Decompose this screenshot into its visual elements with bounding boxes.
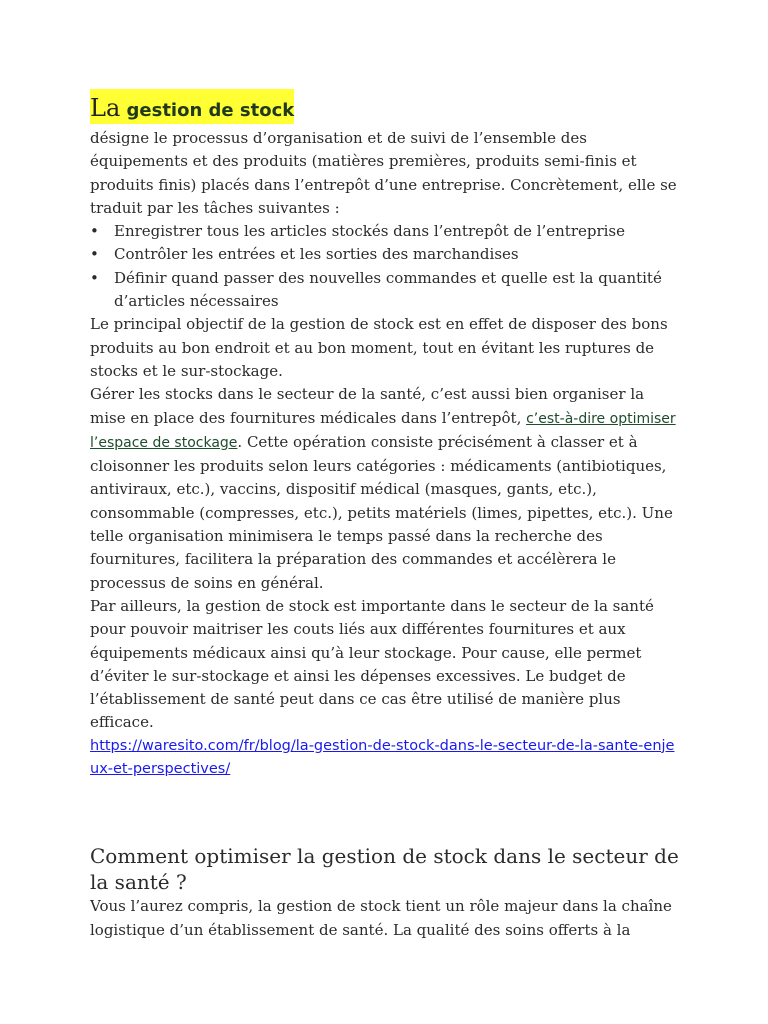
source-url-link[interactable]: https://waresito.com/fr/blog/la-gestion-de-stock-dans-le-secteur-de-la-sante-enjeux-et-perspectives/ xyxy=(90,737,675,778)
objective-paragraph: Le principal objectif de la gestion de stock est en effet de disposer des bons produits au bon endroit et au bon moment, tout en évitant les ruptures de stocks et le sur-stockage. xyxy=(90,315,668,380)
health-paragraph xyxy=(90,383,680,595)
health-text-after-link: . Cette opération consiste précisément à classer et à cloisonner les produits selon leurs catégories : médicaments (antibiotiques, antiviraux, etc.), vaccins, dispositif médical (masques, gants, etc.), consommable (compresses, etc.), petits matériels (limes, pipettes, etc.). Une telle organisation minimisera le temps passé dans la recherche des fournitures, facilitera la préparation des commandes et accélèrera le processus de soins en général. xyxy=(90,432,673,592)
bullet-icon: • xyxy=(90,245,99,264)
section-heading: Comment optimiser la gestion de stock dans le secteur de la santé ? xyxy=(90,844,679,895)
intro-paragraph: désigne le processus d’organisation et de suivi de l’ensemble des équipements et des produits (matières premières, produits semi-finis et produits finis) placés dans l’entrepôt d’une entreprise. Concrètement, elle se traduit par les tâches suivantes : xyxy=(90,129,677,217)
document-page xyxy=(90,92,680,942)
title-rest: gestion de stock xyxy=(120,100,295,121)
list-item-text: Définir quand passer des nouvelles commandes et quelle est la quantité d’articles nécessaires xyxy=(114,268,662,311)
storage-space-link[interactable]: c’est-à-dire optimiser l’espace de stockage xyxy=(90,410,676,451)
document-title xyxy=(90,92,680,126)
tasks-list xyxy=(90,220,680,313)
list-item xyxy=(90,267,680,314)
section-spacer xyxy=(90,781,680,843)
list-item-text: Contrôler les entrées et les sorties des marchandises xyxy=(114,245,519,264)
bullet-icon: • xyxy=(90,268,99,287)
final-paragraph: Vous l’aurez compris, la gestion de stock tient un rôle majeur dans la chaîne logistique d’un établissement de santé. La qualité des soins offerts à la xyxy=(90,897,672,939)
list-item xyxy=(90,243,680,266)
health-text-before-link: Gérer les stocks dans le secteur de la santé, c’est aussi bien organiser la mise en place des fournitures médicales dans l’entrepôt, xyxy=(90,385,645,427)
title-highlight xyxy=(90,89,294,124)
bullet-icon: • xyxy=(90,222,99,241)
list-item-text: Enregistrer tous les articles stockés dans l’entrepôt de l’entreprise xyxy=(114,222,626,241)
list-item xyxy=(90,220,680,243)
costs-paragraph: Par ailleurs, la gestion de stock est importante dans le secteur de la santé pour pouvoir maitriser les couts liés aux différentes fournitures et aux équipements médicaux ainsi qu’à leur stockage. Pour cause, elle permet d’éviter le sur-stockage et ainsi les dépenses excessives. Le budget de l’établissement de santé peut dans ce cas être utilisé de manière plus efficace. xyxy=(90,596,654,732)
title-la: La xyxy=(90,94,121,122)
